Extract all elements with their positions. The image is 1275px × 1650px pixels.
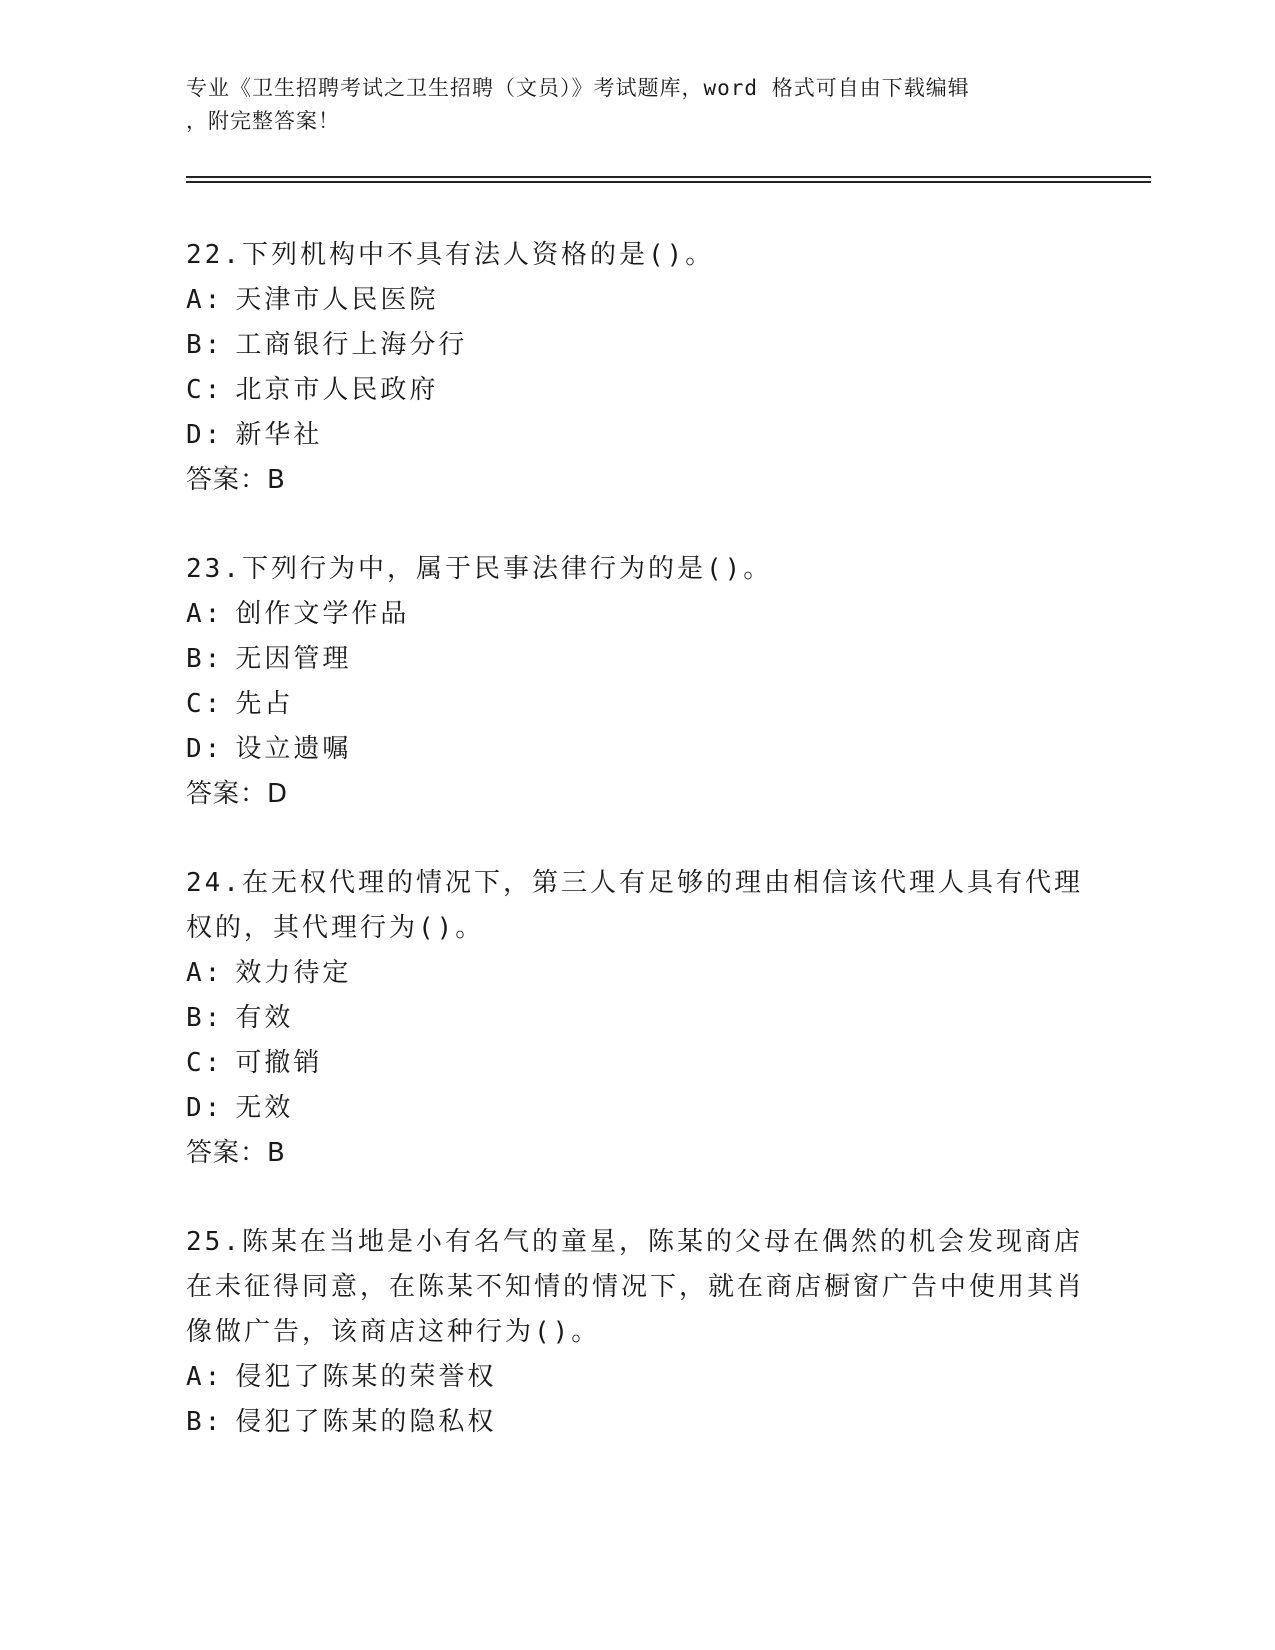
answer-label: 答案： (186, 1138, 268, 1168)
option-letter: B: (186, 644, 224, 674)
option-letter: A: (186, 1362, 224, 1392)
question-23 (186, 547, 1086, 817)
answer-label: 答案： (186, 779, 268, 809)
option-text: 创作文学作品 (235, 599, 410, 629)
option-a (186, 592, 1086, 637)
option-letter: D: (186, 1093, 224, 1123)
answer-label: 答案： (186, 465, 268, 495)
option-letter: A: (186, 285, 224, 315)
option-text: 天津市人民医院 (235, 285, 439, 315)
option-letter: B: (186, 1407, 224, 1437)
option-letter: C: (186, 1048, 224, 1078)
question-number: 24. (186, 868, 242, 898)
option-text: 有效 (235, 1003, 294, 1033)
header-divider-top (186, 176, 1151, 178)
answer-value: B (267, 465, 286, 495)
option-text: 无效 (235, 1093, 294, 1123)
question-24 (186, 861, 1086, 1176)
answer-line (186, 458, 1086, 503)
option-c (186, 1041, 1086, 1086)
question-stem: 下列行为中，属于民事法律行为的是()。 (241, 554, 773, 584)
question-text (186, 547, 1086, 592)
option-b (186, 1400, 1086, 1445)
option-text: 设立遗嘱 (235, 734, 352, 764)
option-a (186, 278, 1086, 323)
question-number: 25. (186, 1227, 242, 1257)
option-text: 北京市人民政府 (235, 375, 439, 405)
option-text: 新华社 (235, 420, 323, 450)
header-divider-bottom (186, 181, 1151, 183)
option-text: 无因管理 (235, 644, 352, 674)
option-d (186, 1086, 1086, 1131)
document-header (186, 72, 1066, 138)
question-text (186, 861, 1086, 951)
question-22 (186, 233, 1086, 503)
option-text: 先占 (235, 689, 294, 719)
option-letter: D: (186, 420, 224, 450)
answer-value: B (267, 1138, 286, 1168)
question-stem: 陈某在当地是小有名气的童星，陈某的父母在偶然的机会发现商店在未征得同意，在陈某不知情的情况下，就在商店橱窗广告中使用其肖像做广告，该商店这种行为()。 (186, 1227, 1086, 1347)
option-letter: B: (186, 1003, 224, 1033)
option-letter: C: (186, 689, 224, 719)
question-number: 22. (186, 240, 242, 270)
option-d (186, 727, 1086, 772)
answer-value: D (267, 779, 289, 809)
option-text: 侵犯了陈某的隐私权 (235, 1407, 497, 1437)
header-line-1: 专业《卫生招聘考试之卫生招聘（文员）》考试题库，word 格式可自由下载编辑 (186, 76, 970, 100)
option-letter: B: (186, 330, 224, 360)
question-25 (186, 1220, 1086, 1445)
option-b (186, 637, 1086, 682)
question-stem: 在无权代理的情况下，第三人有足够的理由相信该代理人具有代理权的，其代理行为()。 (186, 868, 1083, 943)
option-text: 效力待定 (235, 958, 352, 988)
question-text (186, 1220, 1086, 1355)
option-a (186, 1355, 1086, 1400)
question-text (186, 233, 1086, 278)
option-a (186, 951, 1086, 996)
option-letter: A: (186, 958, 224, 988)
option-text: 可撤销 (235, 1048, 323, 1078)
answer-line (186, 1131, 1086, 1176)
option-letter: C: (186, 375, 224, 405)
answer-line (186, 772, 1086, 817)
option-text: 工商银行上海分行 (235, 330, 468, 360)
option-b (186, 996, 1086, 1041)
question-list (186, 233, 1086, 1489)
option-c (186, 368, 1086, 413)
option-letter: D: (186, 734, 224, 764)
header-line-2: ，附完整答案！ (186, 109, 340, 133)
option-text: 侵犯了陈某的荣誉权 (235, 1362, 497, 1392)
question-number: 23. (186, 554, 242, 584)
option-letter: A: (186, 599, 224, 629)
option-b (186, 323, 1086, 368)
option-d (186, 413, 1086, 458)
question-stem: 下列机构中不具有法人资格的是()。 (241, 240, 715, 270)
option-c (186, 682, 1086, 727)
